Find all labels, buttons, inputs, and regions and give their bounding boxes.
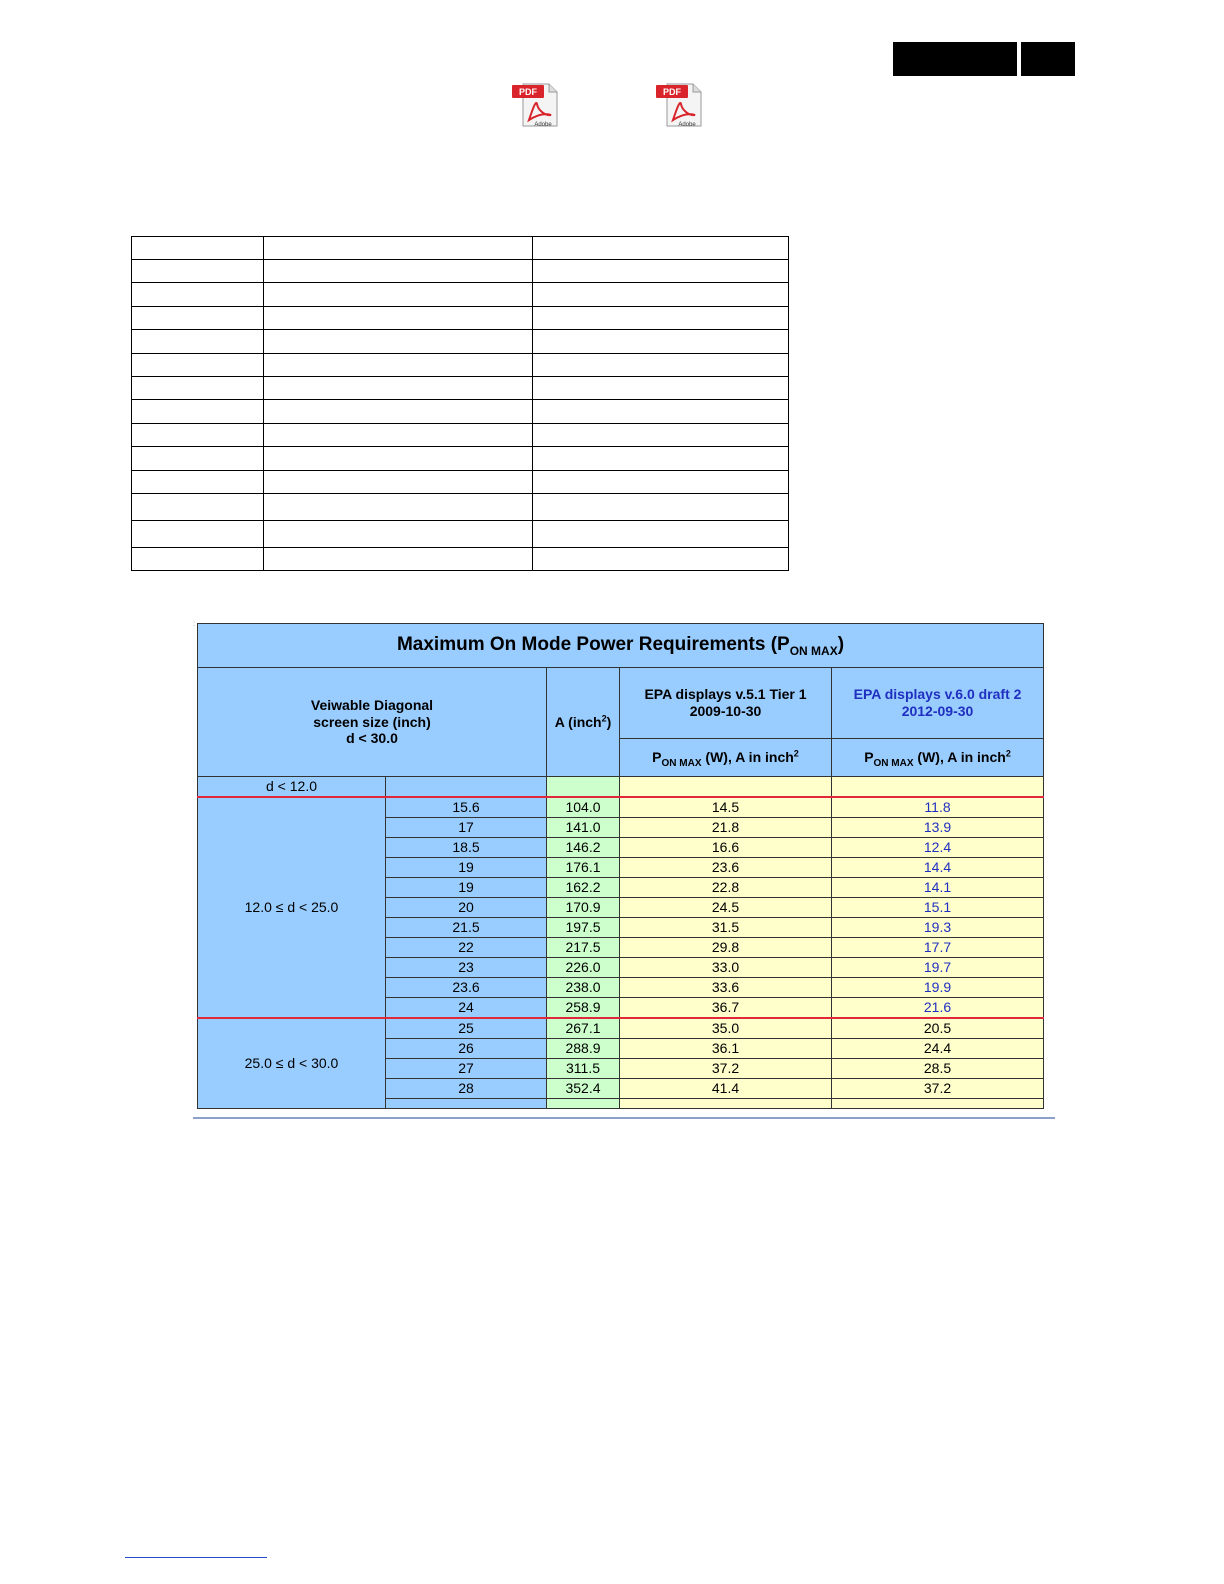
empty-cell xyxy=(547,777,620,798)
size-cell: 27 xyxy=(386,1059,547,1079)
v51-cell: 24.5 xyxy=(620,898,832,918)
pdf-file-icon[interactable] xyxy=(655,82,703,128)
area-cell: 238.0 xyxy=(547,978,620,998)
size-cell: 20 xyxy=(386,898,547,918)
blank-cell xyxy=(533,330,789,354)
v60-cell: 17.7 xyxy=(832,938,1044,958)
range-small-label: d < 12.0 xyxy=(198,777,386,798)
epa-power-table xyxy=(197,623,1044,1109)
adobe-label: Adobe xyxy=(678,122,696,128)
v60-column-header: EPA displays v.6.0 draft 2 2012-09-30 xyxy=(832,668,1044,739)
blank-cell xyxy=(533,283,789,307)
v51-cell: 37.2 xyxy=(620,1059,832,1079)
blank-cell xyxy=(132,548,264,571)
range-large-label: 25.0 ≤ d < 30.0 xyxy=(198,1018,386,1109)
size-cell: 23.6 xyxy=(386,978,547,998)
blank-cell xyxy=(264,354,533,377)
area-cell: 226.0 xyxy=(547,958,620,978)
corner-marker: : xyxy=(193,619,196,628)
v51-cell: 36.7 xyxy=(620,998,832,1019)
v51-unit-header: $P_{ON MAX}$ (W), A in inch$^2$ xyxy=(620,739,832,777)
blank-cell xyxy=(533,307,789,330)
v60-cell: 24.4 xyxy=(832,1039,1044,1059)
v51-cell: 41.4 xyxy=(620,1079,832,1099)
blank-cell xyxy=(533,521,789,548)
v60-cell: 11.8 xyxy=(832,797,1044,818)
v60-unit-header: $P_{ON MAX}$ (W), A in inch$^2$ xyxy=(832,739,1044,777)
v51-cell: 16.6 xyxy=(620,838,832,858)
size-cell: 28 xyxy=(386,1079,547,1099)
blank-cell xyxy=(132,354,264,377)
blank-cell xyxy=(264,400,533,424)
v51-cell: 21.8 xyxy=(620,818,832,838)
blank-cell xyxy=(264,494,533,521)
size-cell: 18.5 xyxy=(386,838,547,858)
blank-cell xyxy=(132,424,264,447)
pdf-file-icon[interactable] xyxy=(511,82,559,128)
footer-link-underline[interactable] xyxy=(125,1557,267,1558)
blank-cell xyxy=(533,377,789,400)
header-black-block xyxy=(893,42,1017,76)
v60-cell: 21.6 xyxy=(832,998,1044,1019)
v51-cell: 23.6 xyxy=(620,858,832,878)
blank-cell xyxy=(132,307,264,330)
size-cell: 24 xyxy=(386,998,547,1019)
v60-cell: 13.9 xyxy=(832,818,1044,838)
blank-cell xyxy=(264,447,533,471)
v60-cell: 14.4 xyxy=(832,858,1044,878)
area-cell: 104.0 xyxy=(547,797,620,818)
v51-cell: 22.8 xyxy=(620,878,832,898)
v51-cell: 14.5 xyxy=(620,797,832,818)
blank-cell xyxy=(533,471,789,494)
blank-cell xyxy=(132,521,264,548)
area-cell: 170.9 xyxy=(547,898,620,918)
area-cell: 311.5 xyxy=(547,1059,620,1079)
blank-cell xyxy=(264,283,533,307)
blank-cell xyxy=(533,424,789,447)
v60-cell: 14.1 xyxy=(832,878,1044,898)
blank-cell xyxy=(132,471,264,494)
size-cell: 19 xyxy=(386,878,547,898)
v60-cell: 15.1 xyxy=(832,898,1044,918)
blank-cell xyxy=(264,521,533,548)
size-cell: 17 xyxy=(386,818,547,838)
blank-cell xyxy=(132,494,264,521)
v60-cell: 12.4 xyxy=(832,838,1044,858)
area-cell: 162.2 xyxy=(547,878,620,898)
size-column-header: Veiwable Diagonal screen size (inch) d < 30.0 xyxy=(198,668,547,777)
blank-cell xyxy=(264,237,533,260)
blank-cell xyxy=(264,377,533,400)
blank-cell xyxy=(533,548,789,571)
empty-cell xyxy=(386,777,547,798)
pdf-label: PDF xyxy=(663,87,681,97)
area-cell: 352.4 xyxy=(547,1079,620,1099)
blank-cell xyxy=(132,237,264,260)
empty-cell xyxy=(832,777,1044,798)
empty-cell xyxy=(547,1099,620,1109)
area-cell: 217.5 xyxy=(547,938,620,958)
v60-cell: 28.5 xyxy=(832,1059,1044,1079)
blank-cell xyxy=(132,377,264,400)
v51-cell: 29.8 xyxy=(620,938,832,958)
area-cell: 176.1 xyxy=(547,858,620,878)
size-cell: 23 xyxy=(386,958,547,978)
table-title: Maximum On Mode Power Requirements $(P_{ON MAX})$ xyxy=(198,624,1044,668)
blank-cell xyxy=(132,283,264,307)
empty-cell xyxy=(832,1099,1044,1109)
blank-cell xyxy=(132,260,264,283)
pdf-label: PDF xyxy=(519,87,537,97)
epa-power-table-figure xyxy=(193,619,1055,1121)
blank-cell xyxy=(264,548,533,571)
area-cell: 146.2 xyxy=(547,838,620,858)
v51-cell: 36.1 xyxy=(620,1039,832,1059)
blank-cell xyxy=(533,494,789,521)
empty-cell xyxy=(620,1099,832,1109)
blank-cell xyxy=(533,237,789,260)
area-cell: 288.9 xyxy=(547,1039,620,1059)
size-cell: 21.5 xyxy=(386,918,547,938)
v51-cell: 33.6 xyxy=(620,978,832,998)
v51-cell: 33.0 xyxy=(620,958,832,978)
area-column-header: A (inch$^2$) xyxy=(547,668,620,777)
figure-bottom-rule xyxy=(193,1117,1055,1119)
area-cell: 141.0 xyxy=(547,818,620,838)
v60-cell: 20.5 xyxy=(832,1018,1044,1039)
range-mid-label: 12.0 ≤ d < 25.0 xyxy=(198,797,386,1018)
blank-cell xyxy=(264,307,533,330)
size-cell: 25 xyxy=(386,1018,547,1039)
v51-column-header: EPA displays v.5.1 Tier 1 2009-10-30 xyxy=(620,668,832,739)
area-cell: 267.1 xyxy=(547,1018,620,1039)
size-cell: 15.6 xyxy=(386,797,547,818)
blank-cell xyxy=(264,424,533,447)
blank-cell xyxy=(132,330,264,354)
blank-cell xyxy=(533,400,789,424)
size-cell: 26 xyxy=(386,1039,547,1059)
header-page-block xyxy=(1021,42,1075,76)
v60-cell: 19.9 xyxy=(832,978,1044,998)
blank-cell xyxy=(264,260,533,283)
blank-cell xyxy=(264,330,533,354)
size-cell: 19 xyxy=(386,858,547,878)
v60-cell: 19.3 xyxy=(832,918,1044,938)
area-cell: 258.9 xyxy=(547,998,620,1019)
blank-cell xyxy=(132,447,264,471)
empty-cell xyxy=(386,1099,547,1109)
blank-cell xyxy=(132,400,264,424)
v60-cell: 37.2 xyxy=(832,1079,1044,1099)
blank-cell xyxy=(533,354,789,377)
area-cell: 197.5 xyxy=(547,918,620,938)
size-cell: 22 xyxy=(386,938,547,958)
blank-cell xyxy=(533,447,789,471)
adobe-label: Adobe xyxy=(534,122,552,128)
blank-grid-table xyxy=(131,236,789,571)
v51-cell: 31.5 xyxy=(620,918,832,938)
blank-cell xyxy=(264,471,533,494)
v60-cell: 19.7 xyxy=(832,958,1044,978)
blank-cell xyxy=(533,260,789,283)
empty-cell xyxy=(620,777,832,798)
v51-cell: 35.0 xyxy=(620,1018,832,1039)
